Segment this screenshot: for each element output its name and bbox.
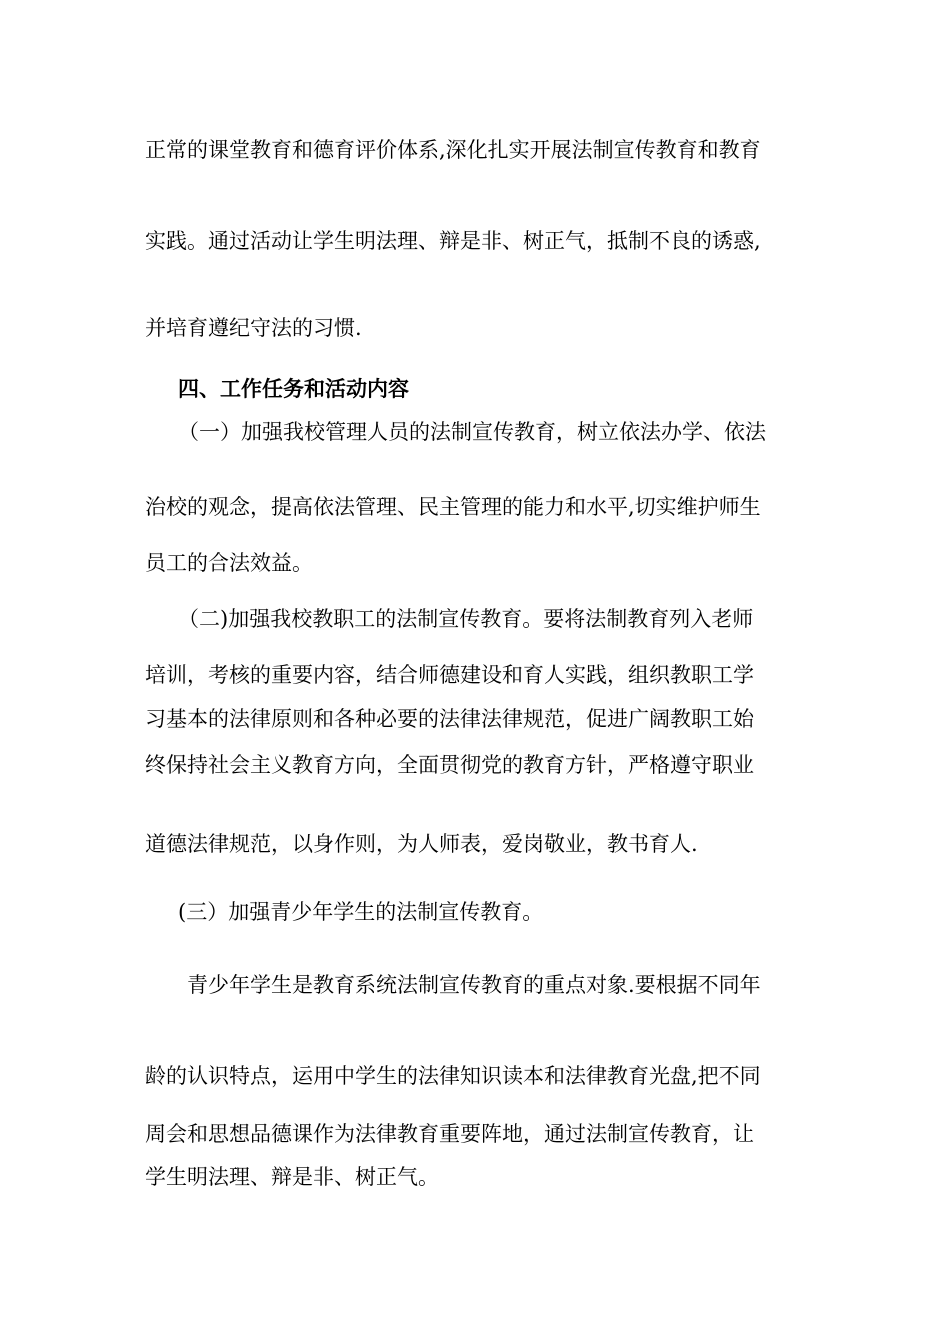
paragraph-line-14: 青少年学生是教育系统法制宣传教育的重点对象.要根据不同年	[187, 973, 761, 997]
paragraph-line-16: 周会和思想品德课作为法律教育重要阵地，通过法制宣传教育，让	[145, 1122, 754, 1146]
paragraph-line-8: （二)加强我校教职工的法制宣传教育。要将法制教育列入老师	[178, 607, 754, 631]
paragraph-line-7: 员工的合法效益。	[145, 551, 313, 575]
paragraph-line-11: 终保持社会主义教育方向，全面贯彻党的教育方针，严格遵守职业	[145, 753, 754, 777]
paragraph-line-9: 培训，考核的重要内容，结合师德建设和育人实践，组织教职工学	[145, 663, 754, 687]
paragraph-line-1: 正常的课堂教育和德育评价体系,深化扎实开展法制宣传教育和教育	[145, 138, 761, 162]
paragraph-line-3: 并培育遵纪守法的习惯.	[145, 316, 362, 340]
paragraph-line-5: （一）加强我校管理人员的法制宣传教育，树立依法办学、依法	[178, 420, 766, 444]
paragraph-line-12: 道德法律规范，以身作则，为人师表，爱岗敬业，教书育人.	[145, 832, 698, 856]
paragraph-line-13: (三）加强青少年学生的法制宣传教育。	[178, 900, 544, 924]
paragraph-line-15: 龄的认识特点，运用中学生的法律知识读本和法律教育光盘,把不同	[145, 1064, 761, 1088]
paragraph-line-6: 治校的观念，提高依法管理、民主管理的能力和水平,切实维护师生	[145, 495, 761, 519]
paragraph-line-10: 习基本的法律原则和各种必要的法律法律规范，促进广阔教职工始	[145, 707, 754, 731]
paragraph-line-17: 学生明法理、辩是非、树正气。	[145, 1165, 439, 1189]
paragraph-line-2: 实践。通过活动让学生明法理、辩是非、树正气，抵制不良的诱惑,	[145, 229, 761, 253]
section-heading: 四、工作任务和活动内容	[178, 376, 409, 401]
